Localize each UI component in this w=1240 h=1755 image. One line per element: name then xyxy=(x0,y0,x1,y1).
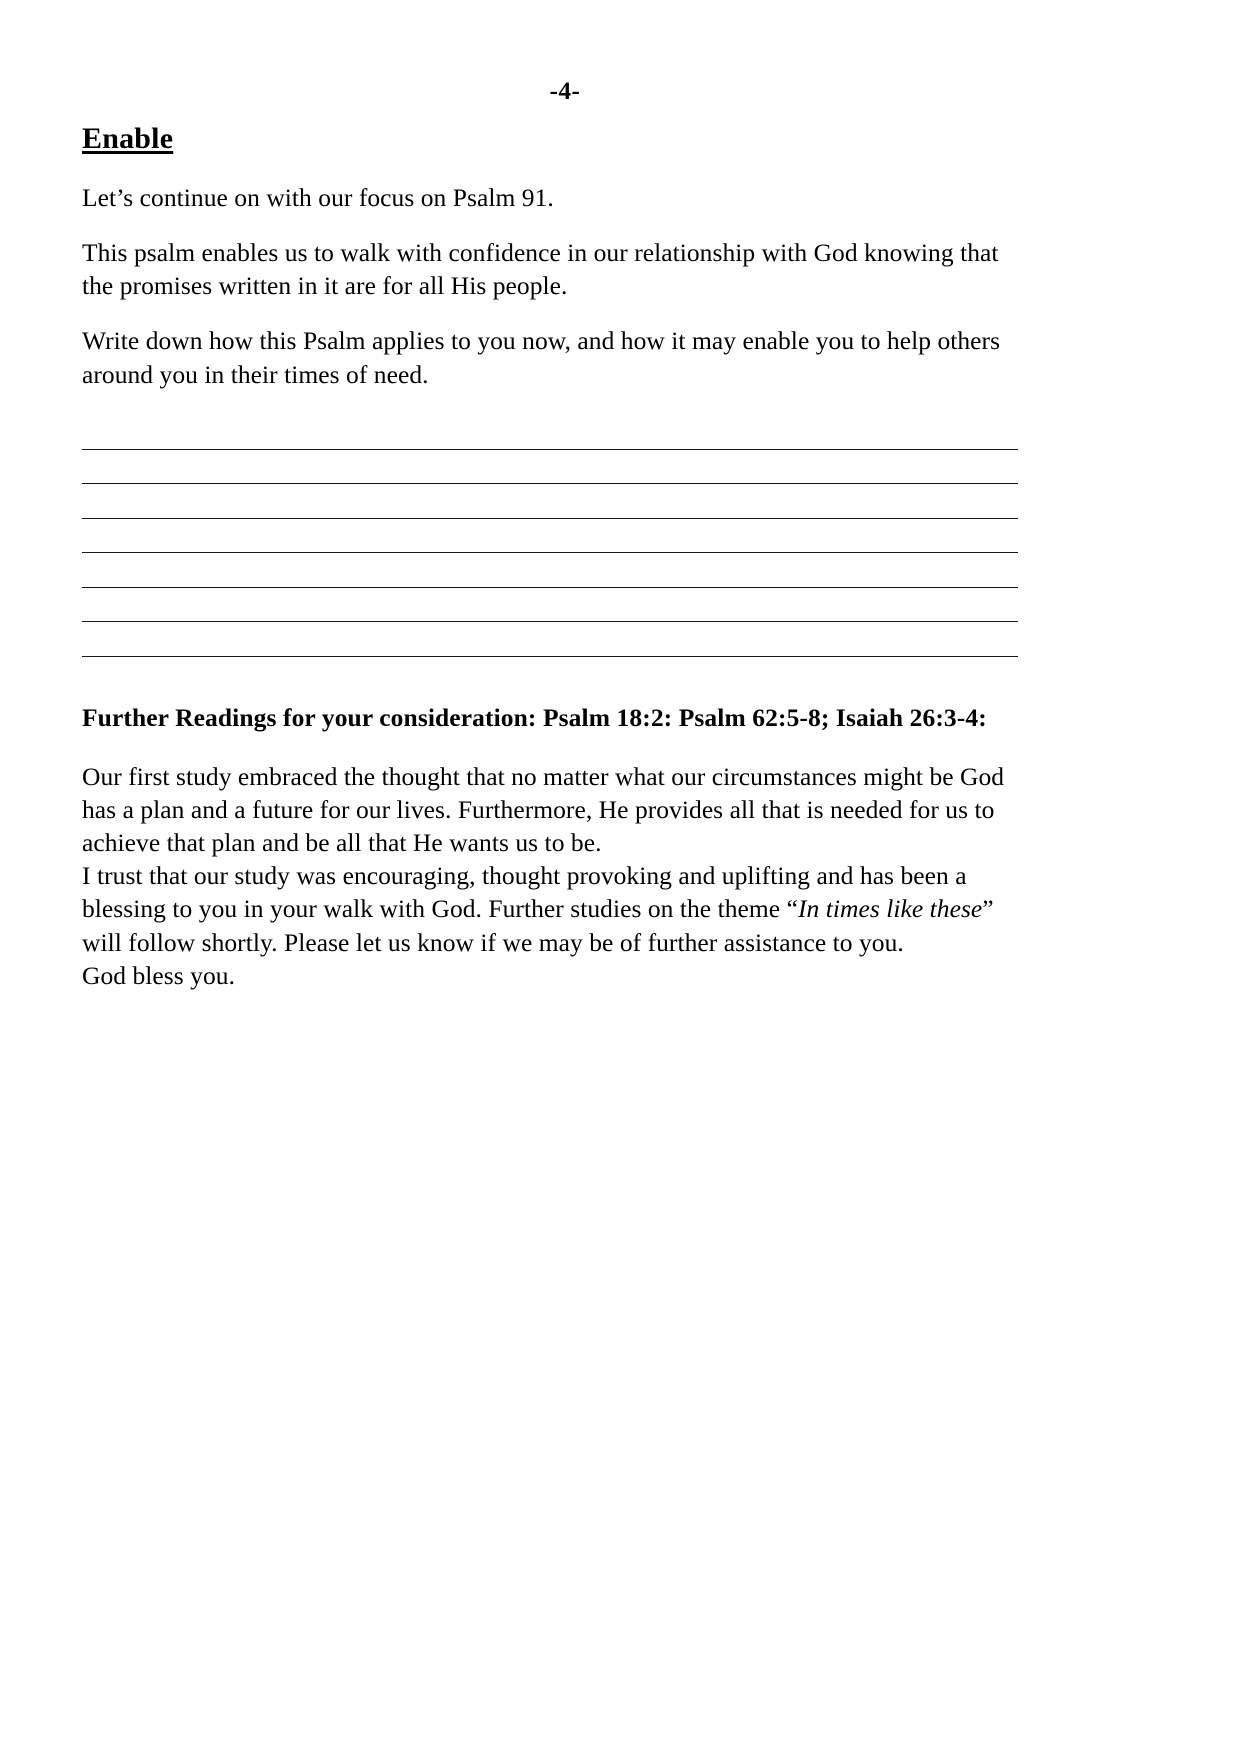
answer-line[interactable] xyxy=(82,450,1018,485)
spacer xyxy=(82,657,1018,701)
study-theme-title: In times like these xyxy=(797,894,983,924)
answer-lines[interactable] xyxy=(82,425,1018,657)
answer-line[interactable] xyxy=(82,519,1018,554)
paragraph-enables: This psalm enables us to walk with confidence in our relationship with God knowing that the promises written in it are for all His people. xyxy=(82,238,999,301)
page-content xyxy=(82,122,1018,992)
paragraph-benediction: God bless you. xyxy=(82,960,235,990)
paragraph-intro: Let’s continue on with our focus on Psalm 91. xyxy=(82,183,554,212)
answer-line[interactable] xyxy=(82,622,1018,657)
page-title: Enable xyxy=(82,122,174,155)
answer-line[interactable] xyxy=(82,588,1018,623)
closing-section xyxy=(82,760,1018,992)
page-number: -4- xyxy=(549,78,581,105)
further-readings-heading: Further Readings for your consideration: Psalm 18:2: Psalm 62:5-8; Isaiah 26:3-4: xyxy=(82,702,987,732)
paragraph-first-study: Our first study embraced the thought that no matter what our circumstances might be God has a plan and a future for our lives. Furthermore, He provides all that is needed for us to achieve that plan and be all that He wants us to be. xyxy=(82,761,1005,858)
answer-line[interactable] xyxy=(82,425,1018,450)
paragraph-trust xyxy=(82,859,1018,958)
paragraph-prompt: Write down how this Psalm applies to you now, and how it may enable you to help others around you in their times of need. xyxy=(82,326,1001,389)
trust-text-after-theme: ” will follow shortly. Please let us know if we may be of further assistance to you. xyxy=(82,894,994,957)
trust-text-before-theme: I trust that our study was encouraging, thought provoking and uplifting and has been a blessing to you in your walk with God. Further studies on the theme “ xyxy=(82,861,967,924)
answer-line[interactable] xyxy=(82,553,1018,588)
answer-line[interactable] xyxy=(82,484,1018,519)
